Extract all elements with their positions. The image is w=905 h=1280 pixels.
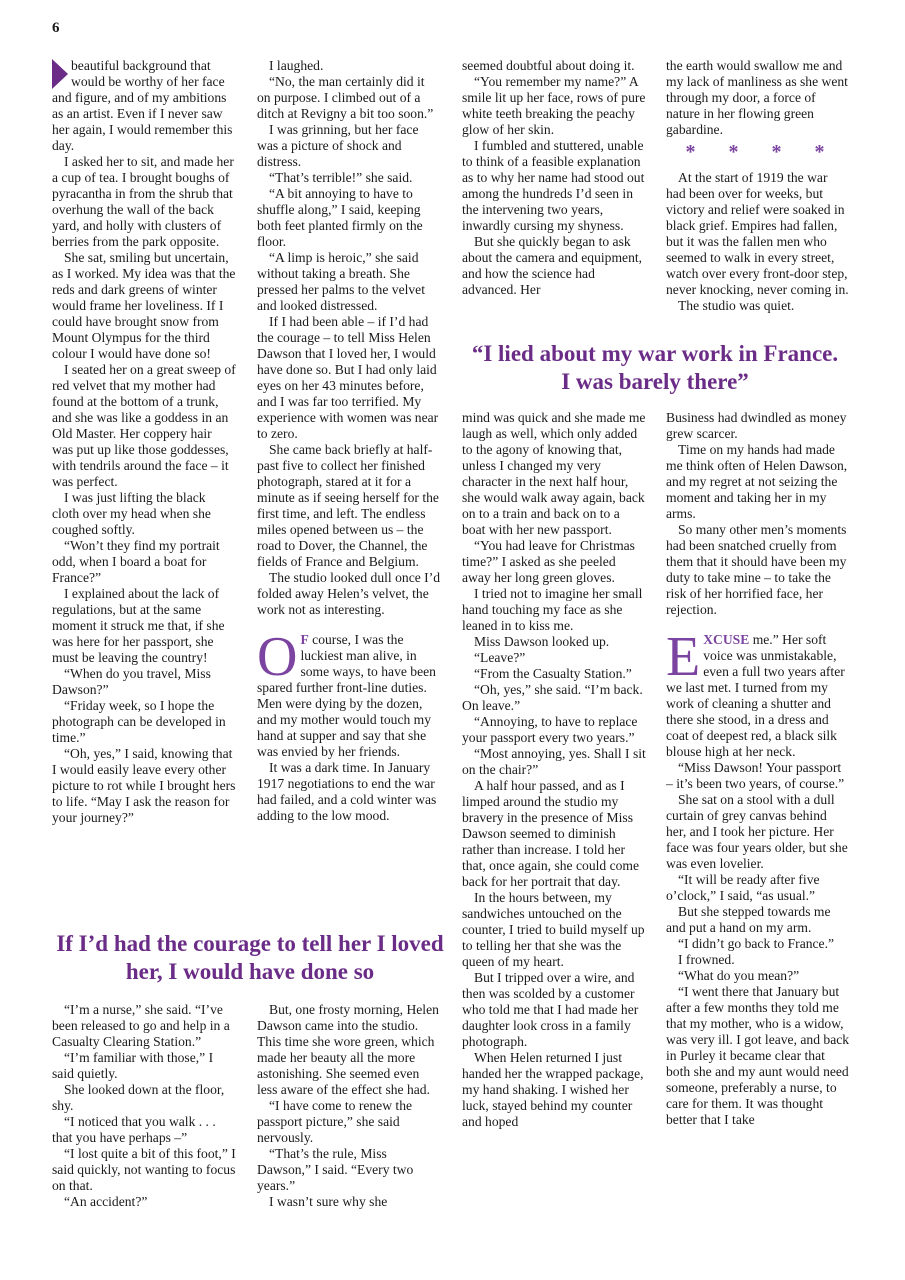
drop-cap-caps: XCUSE [703,632,750,647]
paragraph: “An accident?” [64,1194,148,1209]
paragraph: At the start of 1919 the war had been over for weeks, but victory and relief were soaked in black grief. Empires had fallen, but it was the fallen men who seemed to walk in every street, watch over every front-door step, never knocking, never coming in. [666,170,849,297]
paragraph: Miss Dawson looked up. [474,634,610,649]
paragraph: I was grinning, but her face was a picture of shock and distress. [257,122,419,169]
paragraph: The studio looked dull once I’d folded away Helen’s velvet, the work not as interesting. [257,570,441,617]
paragraph: “I have come to renew the passport picture,” she said nervously. [257,1098,413,1145]
paragraph: “Annoying, to have to replace your passport every two years.” [462,714,638,745]
paragraph: “I’m a nurse,” she said. “I’ve been released to go and help in a Casualty Clearing Station.” [52,1002,230,1049]
paragraph: A half hour passed, and as I limped around the studio my bravery in the presence of Miss Dawson seemed to diminish rather than increase. I told her that, once again, she could come back for her portrait that day. [462,778,640,889]
paragraph: “Friday week, so I hope the photograph can be developed in time.” [52,698,226,745]
paragraph: “Oh, yes,” I said, knowing that I would easily leave every other picture to rot while I brought hers to life. “May I ask the reason for your journey?” [52,746,236,825]
pull-quote-middle: If I’d had the courage to tell her I loved her, I would have done so [56,931,444,984]
paragraph: But she quickly began to ask about the camera and equipment, and how the science had advanced. Her [462,234,643,297]
paragraph: But I tripped over a wire, and then was scolded by a customer who told me that I had made her daughter look cross in a family photograph. [462,970,639,1049]
paragraph: She sat on a stool with a dull curtain of grey canvas behind her, and I took her picture. Her face was four years older, but she was even lovelier. [666,792,848,871]
paragraph: I fumbled and stuttered, unable to think of a feasible explanation as to why her name had stood out among the hundreds I’d seen in the intervening two years, inwardly cursing my shyness. [462,138,645,233]
paragraph: mind was quick and she made me laugh as well, which only added to the agony of knowing that, unless I changed my very character in the next half hour, she would walk away again, back on to a train and back on to a boat with her new passport. [462,410,646,537]
drop-cap-paragraph [257,626,441,760]
paragraph: But, one frosty morning, Helen Dawson came into the studio. This time she wore green, which made her beauty all the more astonishing. She seemed even less aware of the effect she had. [257,1002,439,1097]
column-1-bottom [52,1002,236,1210]
paragraph: When Helen returned I just handed her the wrapped package, my hand shaking. I wished her luck, stayed behind my counter and hoped [462,1050,644,1129]
paragraph: But she stepped towards me and put a hand on my arm. [666,904,831,935]
paragraph: She looked down at the floor, shy. [52,1082,225,1113]
drop-cap-paragraph [666,626,850,760]
paragraph: She came back briefly at half-past five to collect her finished photograph, stared at it for a minute as if seeing herself for the first time, and left. The endless miles opened between us – the road to Dover, the Channel, the fields of France and Belgium. [257,442,439,569]
paragraph: It was a dark time. In January 1917 negotiations to end the war had failed, and a cold winter was adding to the low mood. [257,760,437,823]
page-number: 6 [52,20,60,36]
paragraph: “A bit annoying to have to shuffle along,” I said, keeping both feet planted firmly on the floor. [257,186,423,249]
paragraph: Business had dwindled as money grew scarcer. [666,410,847,441]
paragraph: “Most annoying, yes. Shall I sit on the chair?” [462,746,646,777]
paragraph: “That’s terrible!” she said. [269,170,413,185]
paragraph: I laughed. [269,58,324,73]
paragraph: “No, the man certainly did it on purpose. I climbed out of a ditch at Revigny a bit too soon.” [257,74,434,121]
paragraph: “You remember my name?” A smile lit up her face, rows of pure white teeth breaking the peachy glow of her skin. [462,74,646,137]
paragraph: “What do you mean?” [678,968,800,983]
paragraph: “Miss Dawson! Your passport – it’s been two years, of course.” [666,760,845,791]
paragraph: If I had been able – if I’d had the courage – to tell Miss Helen Dawson that I loved her, I would have done so. But I had only laid eyes on her 43 minutes before, and I was far too terrified. My experience with women was near to zero. [257,314,439,441]
drop-cap-caps: F [300,632,309,647]
paragraph: I seated her on a great sweep of red velvet that my mother had found at the bottom of a trunk, and she was like a goddess in an Old Master. Her coppery hair was put up like those goddesses, with tendrils around the face – it was perfect. [52,362,236,489]
paragraph: “I went there that January but after a few months they told me that my mother, who is a widow, was very ill. I got leave, and back in Purley it became clear that both she and my aunt would need someone, preferably a nurse, to care for them. It was thought better that I take [666,984,850,1127]
paragraph: “You had leave for Christmas time?” I asked as she peeled away her long green gloves. [462,538,635,585]
paragraph: I frowned. [678,952,735,967]
column-4-mid [666,410,850,1128]
paragraph: “I noticed that you walk . . . that you have perhaps –” [52,1114,216,1145]
story-continuation-marker [52,59,68,89]
paragraph: the earth would swallow me and my lack of manliness as she went through my door, a force of nature in her flowing green gabardine. [666,58,848,137]
paragraph: In the hours between, my sandwiches untouched on the counter, I tried to build myself up to telling her that she was the queen of my heart. [462,890,645,969]
paragraph: “A limp is heroic,” she said without taking a breath. She pressed her palms to the velvet and looked distressed. [257,250,425,313]
column-3-top [462,58,646,298]
pull-quote-top: “I lied about my war work in France. I was barely there” [471,341,839,394]
paragraph: beautiful background that would be worthy of her face and figure, and of my ambitions as an artist. Even if I never saw her again, I would remember this day. [52,58,233,153]
drop-cap-text: course, I was the luckiest man alive, in some ways, to have been spared further front-line duties. Men were dying by the dozen, and my mother would touch my hand at supper and say that she was envied by her friends. [257,632,436,759]
paragraph: I wasn’t sure why she [269,1194,388,1209]
column-3-mid [462,410,646,1130]
paragraph: “Leave?” [474,650,526,665]
paragraph: “I’m familiar with those,” I said quietly. [52,1050,214,1081]
column-2-bottom [257,1002,441,1210]
paragraph: I was just lifting the black cloth over my head when she coughed softly. [52,490,211,537]
section-separator: * * * * [685,141,839,163]
drop-cap: E [666,626,701,688]
paragraph: I tried not to imagine her small hand touching my face as she leaned in to kiss me. [462,586,643,633]
column-1-top [52,58,236,826]
drop-cap: O [257,626,298,688]
paragraph: “That’s the rule, Miss Dawson,” I said. “Every two years.” [257,1146,414,1193]
paragraph: She sat, smiling but uncertain, as I worked. My idea was that the reds and dark greens of winter would frame her loveliness. If I could have brought snow from Mount Olympus for the third colour I would have done so! [52,250,236,361]
paragraph: I asked her to sit, and made her a cup of tea. I brought boughs of pyracantha in from the shrub that overhung the wall of the back yard, and holly with clusters of berries from the park opposite. [52,154,234,249]
drop-cap-text: me.” Her soft voice was unmistakable, even a full two years after we last met. I turned from my work of cleaning a shutter and there she stood, in a dress and coat of deepest red, a black silk blouse high at her neck. [666,632,845,759]
paragraph: “It will be ready after five o’clock,” I said, “as usual.” [666,872,820,903]
paragraph: “I didn’t go back to France.” [678,936,835,951]
paragraph: So many other men’s moments had been snatched cruelly from them that it should have been my duty to take mine – to take the risk of her horrified face, her rejection. [666,522,847,617]
paragraph: “From the Casualty Station.” [474,666,632,681]
paragraph: “Won’t they find my portrait odd, when I board a boat for France?” [52,538,220,585]
column-4-top [666,58,850,314]
paragraph: “I lost quite a bit of this foot,” I said quickly, not wanting to focus on that. [52,1146,236,1193]
paragraph: “When do you travel, Miss Dawson?” [52,666,211,697]
paragraph: “Oh, yes,” she said. “I’m back. On leave.” [462,682,643,713]
paragraph: Time on my hands had made me think often of Helen Dawson, and my regret at not seizing the moment and taking her in my arms. [666,442,848,521]
paragraph: seemed doubtful about doing it. [462,58,635,73]
paragraph: I explained about the lack of regulations, but at the same moment it struck me that, if she was here for her passport, she must be leaving the country! [52,586,225,665]
column-2-top [257,58,441,824]
paragraph: The studio was quiet. [678,298,795,313]
